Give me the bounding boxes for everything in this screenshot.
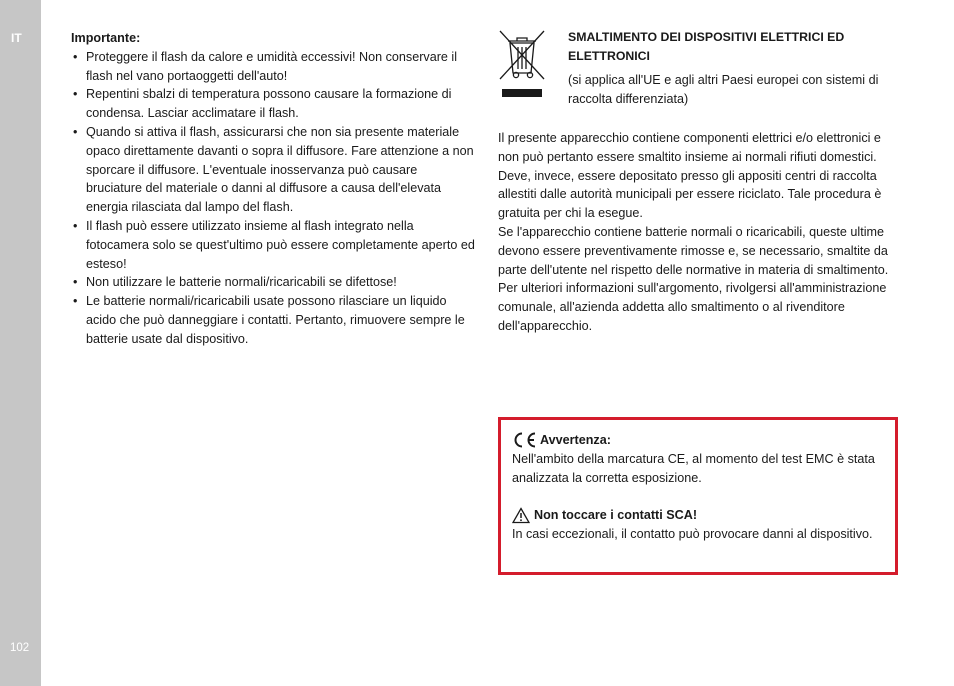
sca-warning-text: In casi eccezionali, il contatto può provocare danni al dispositivo. — [512, 526, 873, 541]
page-number: 102 — [10, 642, 30, 654]
ce-warning-title: Avvertenza: — [540, 433, 611, 447]
list-item: • Non utilizzare le batterie normali/ricaricabili se difettose! — [71, 273, 476, 292]
disposal-title: SMALTIMENTO DEI DISPOSITIVI ELETTRICI ED ELETTRONICI — [568, 30, 845, 63]
list-item: • Proteggere il flash da calore e umidità eccessivi! Non conservare il flash nel vano portaoggetti dell'auto! — [71, 48, 476, 86]
list-item: • Quando si attiva il flash, assicurarsi che non sia presente materiale opaco direttamente davanti o sopra il diffusore. Fare attenzione a non sporcare il diffusore. L'eventuale inosservanza può causare bruciature del materiale o danni al diffusore a causa dell'elevata energia rilasciata dal lampo del flash. — [71, 123, 476, 217]
ce-warning-heading — [512, 431, 882, 450]
list-item: • Il flash può essere utilizzato insieme al flash integrato nella fotocamera solo se quest'ultimo può essere completamente aperto ed esteso! — [71, 217, 476, 273]
sidebar-tab — [0, 0, 41, 686]
disposal-body — [498, 129, 903, 336]
disposal-paragraph: Deve, invece, essere depositato presso gli appositi centri di raccolta allestiti dalle autorità municipali per essere riciclato. Tale procedura è gratuita per chi la esegue. — [498, 168, 882, 221]
important-heading: Importante: — [71, 31, 141, 45]
ce-warning-text: Nell'ambito della marcatura CE, al momento del test EMC è stata analizzata la corretta esposizione. — [512, 451, 875, 485]
important-section — [71, 29, 476, 349]
list-item: • Repentini sbalzi di temperatura possono causare la formazione di condensa. Lasciar acclimatare il flash. — [71, 85, 476, 123]
language-label: IT — [11, 31, 22, 45]
list-item: • Le batterie normali/ricaricabili usate possono rilasciare un liquido acido che può danneggiare i contatti. Pertanto, rimuovere sempre le batterie usate dal dispositivo. — [71, 292, 476, 348]
disposal-subtitle: (si applica all'UE e agli altri Paesi europei con sistemi di raccolta differenziata) — [568, 73, 879, 106]
ce-mark-icon — [512, 431, 538, 449]
disposal-paragraph: Se l'apparecchio contiene batterie normali o ricaricabili, queste ultime devono essere preventivamente rimosse e, se necessario, smaltite da parte dell'utente nel rispetto delle normative in materia di smaltimento. Per ulteriori informazioni sull'argomento, rivolgersi all'amministrazione comunale, all'azienda addetta allo smaltimento o al rivenditore dell'apparecchio. — [498, 224, 889, 333]
sca-warning-title: Non toccare i contatti SCA! — [534, 508, 698, 523]
important-list — [71, 48, 476, 349]
spacer — [512, 487, 882, 506]
sca-warning-heading — [512, 506, 882, 525]
disposal-paragraph: Il presente apparecchio contiene componenti elettrici e/o elettronici e non può pertanto essere smaltito insieme ai normali rifiuti domestici. — [498, 131, 881, 164]
crossed-out-wheelie-bin-icon — [498, 29, 546, 99]
warning-box — [498, 417, 898, 575]
warning-triangle-icon — [512, 507, 530, 524]
